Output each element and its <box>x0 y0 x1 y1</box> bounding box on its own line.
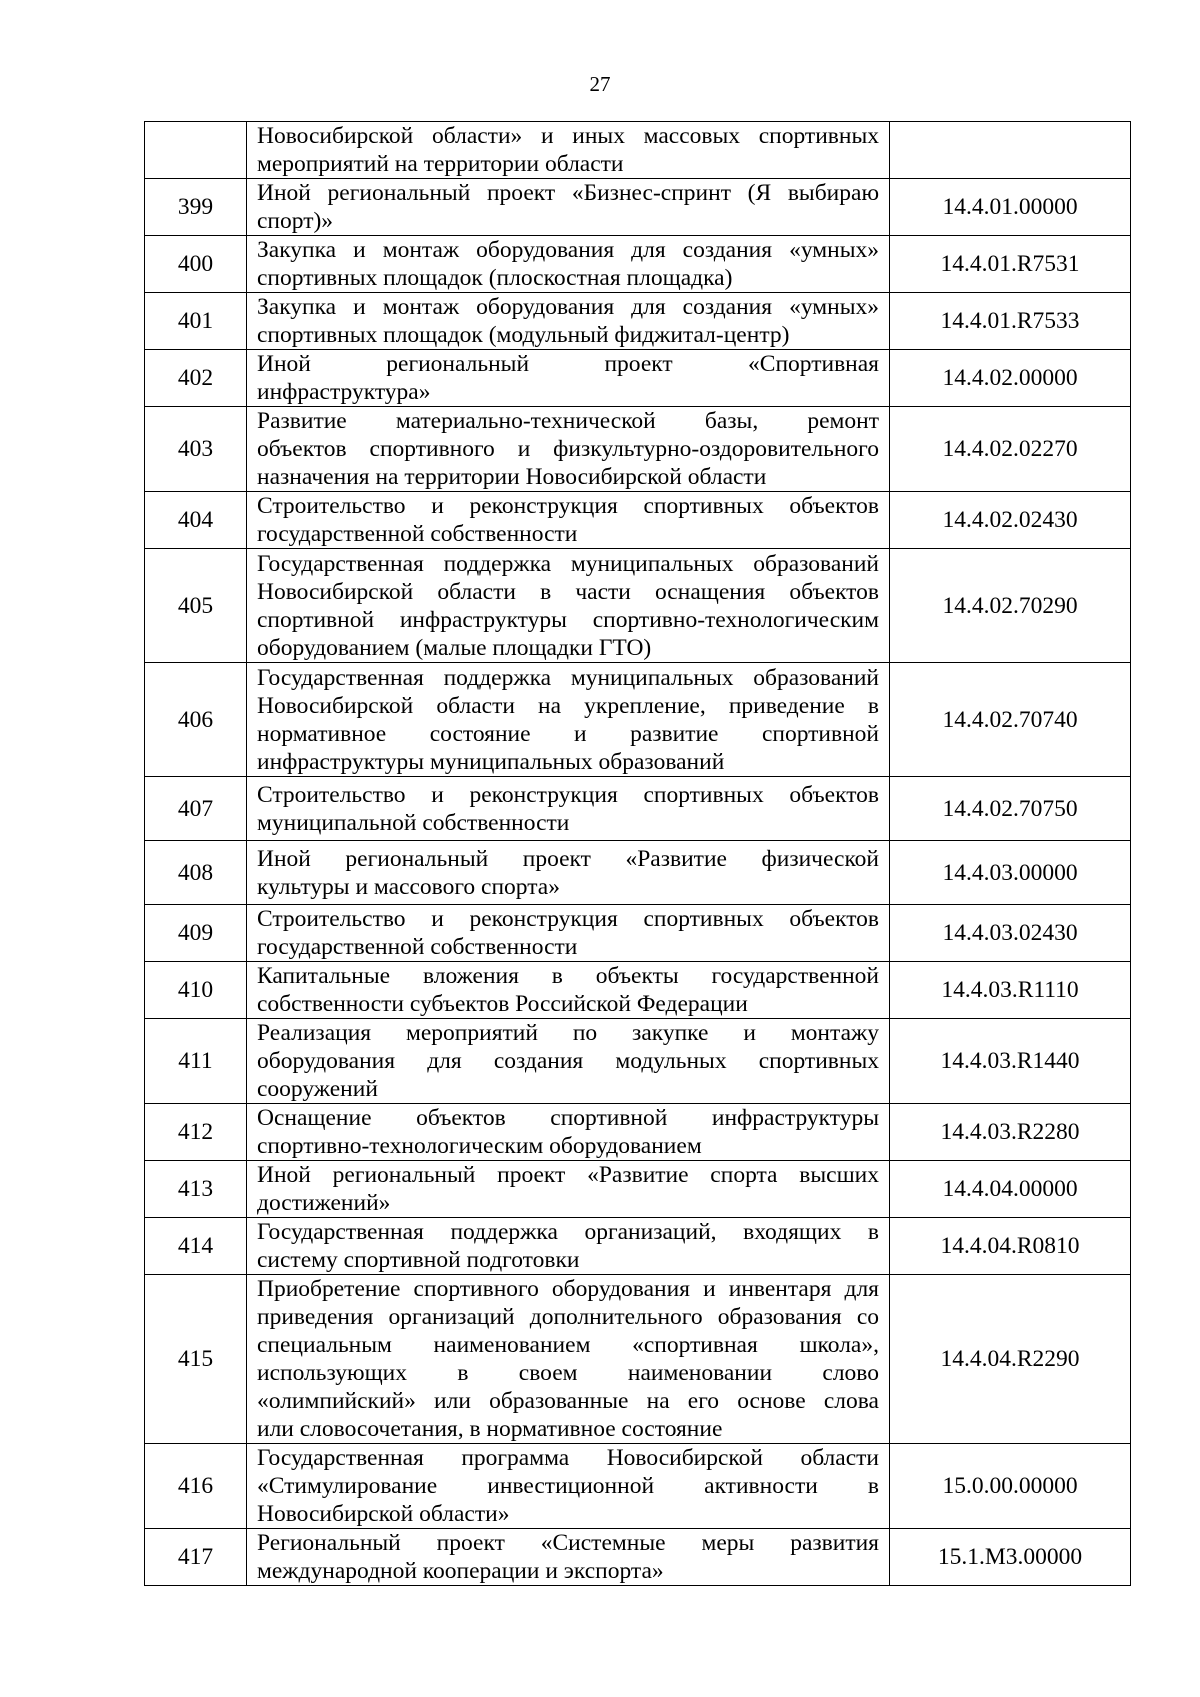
table-row <box>145 179 1131 236</box>
name-line: культуры и массового спорта» <box>257 873 560 900</box>
row-number-cell: 413 <box>145 1161 247 1218</box>
name-line: Новосибирской области» и иных массовых спортивных <box>257 123 879 149</box>
table-row <box>145 1275 1131 1444</box>
name-line: или словосочетания, в нормативное состояние <box>257 1416 723 1442</box>
table-row <box>145 407 1131 492</box>
row-code-cell: 14.4.02.70740 <box>890 663 1131 777</box>
name-line: спортивно-технологическим оборудованием <box>257 1133 702 1159</box>
name-line: Иной региональный проект «Развитие физической <box>257 845 879 872</box>
name-line: Иной региональный проект «Спортивная <box>257 351 879 377</box>
page-number: 27 <box>589 72 611 96</box>
row-name-cell <box>247 350 890 407</box>
row-number-cell: 399 <box>145 179 247 236</box>
row-number-cell: 401 <box>145 293 247 350</box>
name-line: Иной региональный проект «Бизнес-спринт (Я выбираю <box>257 180 879 206</box>
name-line: собственности субъектов Российской Федерации <box>257 991 748 1017</box>
name-line: Новосибирской области» <box>257 1501 510 1527</box>
row-number-cell: 400 <box>145 236 247 293</box>
name-line: государственной собственности <box>257 521 578 547</box>
name-line: спортивных площадок (плоскостная площадка) <box>257 265 733 291</box>
name-line: специальным наименованием «спортивная школа», <box>257 1332 879 1358</box>
table-row <box>145 663 1131 777</box>
row-name-cell <box>247 179 890 236</box>
name-line: «Стимулирование инвестиционной активности в <box>257 1473 879 1499</box>
row-name-cell <box>247 841 890 905</box>
table-row <box>145 1019 1131 1104</box>
name-line: Государственная программа Новосибирской области <box>257 1445 879 1471</box>
row-number-cell: 415 <box>145 1275 247 1444</box>
row-number-cell: 416 <box>145 1444 247 1529</box>
table-row <box>145 236 1131 293</box>
row-code-cell: 14.4.02.02270 <box>890 407 1131 492</box>
name-line: объектов спортивного и физкультурно-оздоровительного <box>257 436 879 462</box>
row-number-cell: 404 <box>145 492 247 549</box>
name-line: Строительство и реконструкция спортивных объектов <box>257 781 879 808</box>
name-line: Реализация мероприятий по закупке и монтажу <box>257 1020 879 1046</box>
row-code-cell: 15.0.00.00000 <box>890 1444 1131 1529</box>
row-number-cell: 402 <box>145 350 247 407</box>
name-line: оборудования для создания модульных спортивных <box>257 1048 879 1074</box>
name-line: оборудованием (малые площадки ГТО) <box>257 634 652 661</box>
name-line: Государственная поддержка муниципальных образований <box>257 550 879 577</box>
row-name-cell <box>247 1104 890 1161</box>
row-code-cell: 14.4.03.R1440 <box>890 1019 1131 1104</box>
row-name-cell <box>247 407 890 492</box>
table-row <box>145 122 1131 179</box>
row-number-cell: 411 <box>145 1019 247 1104</box>
name-line: спортивной инфраструктуры спортивно-технологическим <box>257 606 879 633</box>
row-name-cell <box>247 1444 890 1529</box>
name-line: Государственная поддержка муниципальных образований <box>257 664 879 691</box>
name-line: Оснащение объектов спортивной инфраструктуры <box>257 1105 879 1131</box>
table-row <box>145 841 1131 905</box>
row-name-cell <box>247 905 890 962</box>
row-number-cell: 409 <box>145 905 247 962</box>
name-line: муниципальной собственности <box>257 809 570 836</box>
name-line: Новосибирской области на укрепление, приведение в <box>257 692 879 719</box>
row-name-cell <box>247 962 890 1019</box>
row-code-cell: 14.4.02.70290 <box>890 549 1131 663</box>
row-code-cell: 14.4.03.R2280 <box>890 1104 1131 1161</box>
name-line: инфраструктуры муниципальных образований <box>257 748 725 775</box>
budget-classification-table <box>144 121 1131 1586</box>
row-name-cell <box>247 1275 890 1444</box>
row-code-cell: 14.4.03.00000 <box>890 841 1131 905</box>
name-line: спорт)» <box>257 208 334 234</box>
name-line: Иной региональный проект «Развитие спорта высших <box>257 1162 879 1188</box>
table-row <box>145 350 1131 407</box>
row-name-cell <box>247 777 890 841</box>
name-line: Закупка и монтаж оборудования для создания «умных» <box>257 294 879 320</box>
row-code-cell: 14.4.03.02430 <box>890 905 1131 962</box>
name-line: «олимпийский» или образованные на его основе слова <box>257 1388 879 1414</box>
row-number-cell: 412 <box>145 1104 247 1161</box>
row-number-cell: 408 <box>145 841 247 905</box>
row-name-cell <box>247 1529 890 1586</box>
table-body <box>145 122 1131 1586</box>
row-code-cell: 14.4.03.R1110 <box>890 962 1131 1019</box>
row-code-cell: 14.4.01.R7531 <box>890 236 1131 293</box>
row-name-cell <box>247 663 890 777</box>
row-number-cell: 403 <box>145 407 247 492</box>
name-line: мероприятий на территории области <box>257 151 624 177</box>
row-name-cell <box>247 1218 890 1275</box>
name-line: Государственная поддержка организаций, входящих в <box>257 1219 879 1245</box>
name-line: приведения организаций дополнительного образования со <box>257 1304 879 1330</box>
row-code-cell: 14.4.02.70750 <box>890 777 1131 841</box>
row-name-cell <box>247 1161 890 1218</box>
table-row <box>145 962 1131 1019</box>
row-code-cell <box>890 122 1131 179</box>
row-code-cell: 14.4.02.02430 <box>890 492 1131 549</box>
name-line: сооружений <box>257 1076 378 1102</box>
row-number-cell: 417 <box>145 1529 247 1586</box>
table-row <box>145 777 1131 841</box>
row-code-cell: 14.4.04.R2290 <box>890 1275 1131 1444</box>
name-line: Строительство и реконструкция спортивных объектов <box>257 906 879 932</box>
name-line: назначения на территории Новосибирской области <box>257 464 767 490</box>
name-line: спортивных площадок (модульный фиджитал-центр) <box>257 322 790 348</box>
table-row <box>145 1529 1131 1586</box>
table-row <box>145 1161 1131 1218</box>
row-number-cell: 405 <box>145 549 247 663</box>
row-code-cell: 14.4.01.00000 <box>890 179 1131 236</box>
row-number-cell: 406 <box>145 663 247 777</box>
name-line: международной кооперации и экспорта» <box>257 1558 664 1584</box>
row-number-cell: 410 <box>145 962 247 1019</box>
name-line: использующих в своем наименовании слово <box>257 1360 879 1386</box>
row-name-cell <box>247 122 890 179</box>
name-line: систему спортивной подготовки <box>257 1247 580 1273</box>
name-line: Капитальные вложения в объекты государственной <box>257 963 879 989</box>
name-line: достижений» <box>257 1190 391 1216</box>
name-line: инфраструктура» <box>257 379 431 405</box>
name-line: Новосибирской области в части оснащения объектов <box>257 578 879 605</box>
row-code-cell: 14.4.04.R0810 <box>890 1218 1131 1275</box>
row-number-cell <box>145 122 247 179</box>
table-row <box>145 293 1131 350</box>
name-line: Строительство и реконструкция спортивных объектов <box>257 493 879 519</box>
name-line: Закупка и монтаж оборудования для создания «умных» <box>257 237 879 263</box>
row-number-cell: 407 <box>145 777 247 841</box>
row-name-cell <box>247 1019 890 1104</box>
name-line: нормативное состояние и развитие спортивной <box>257 720 879 747</box>
row-code-cell: 14.4.02.00000 <box>890 350 1131 407</box>
table-row <box>145 905 1131 962</box>
row-code-cell: 14.4.04.00000 <box>890 1161 1131 1218</box>
table-row <box>145 1104 1131 1161</box>
name-line: государственной собственности <box>257 934 578 960</box>
name-line: Развитие материально-технической базы, ремонт <box>257 408 879 434</box>
table-row <box>145 1218 1131 1275</box>
table-row <box>145 1444 1131 1529</box>
name-line: Приобретение спортивного оборудования и инвентаря для <box>257 1276 879 1302</box>
row-code-cell: 14.4.01.R7533 <box>890 293 1131 350</box>
row-name-cell <box>247 492 890 549</box>
table-row <box>145 549 1131 663</box>
row-name-cell <box>247 293 890 350</box>
row-number-cell: 414 <box>145 1218 247 1275</box>
row-name-cell <box>247 236 890 293</box>
name-line: Региональный проект «Системные меры развития <box>257 1530 879 1556</box>
row-name-cell <box>247 549 890 663</box>
row-code-cell: 15.1.М3.00000 <box>890 1529 1131 1586</box>
table-row <box>145 492 1131 549</box>
